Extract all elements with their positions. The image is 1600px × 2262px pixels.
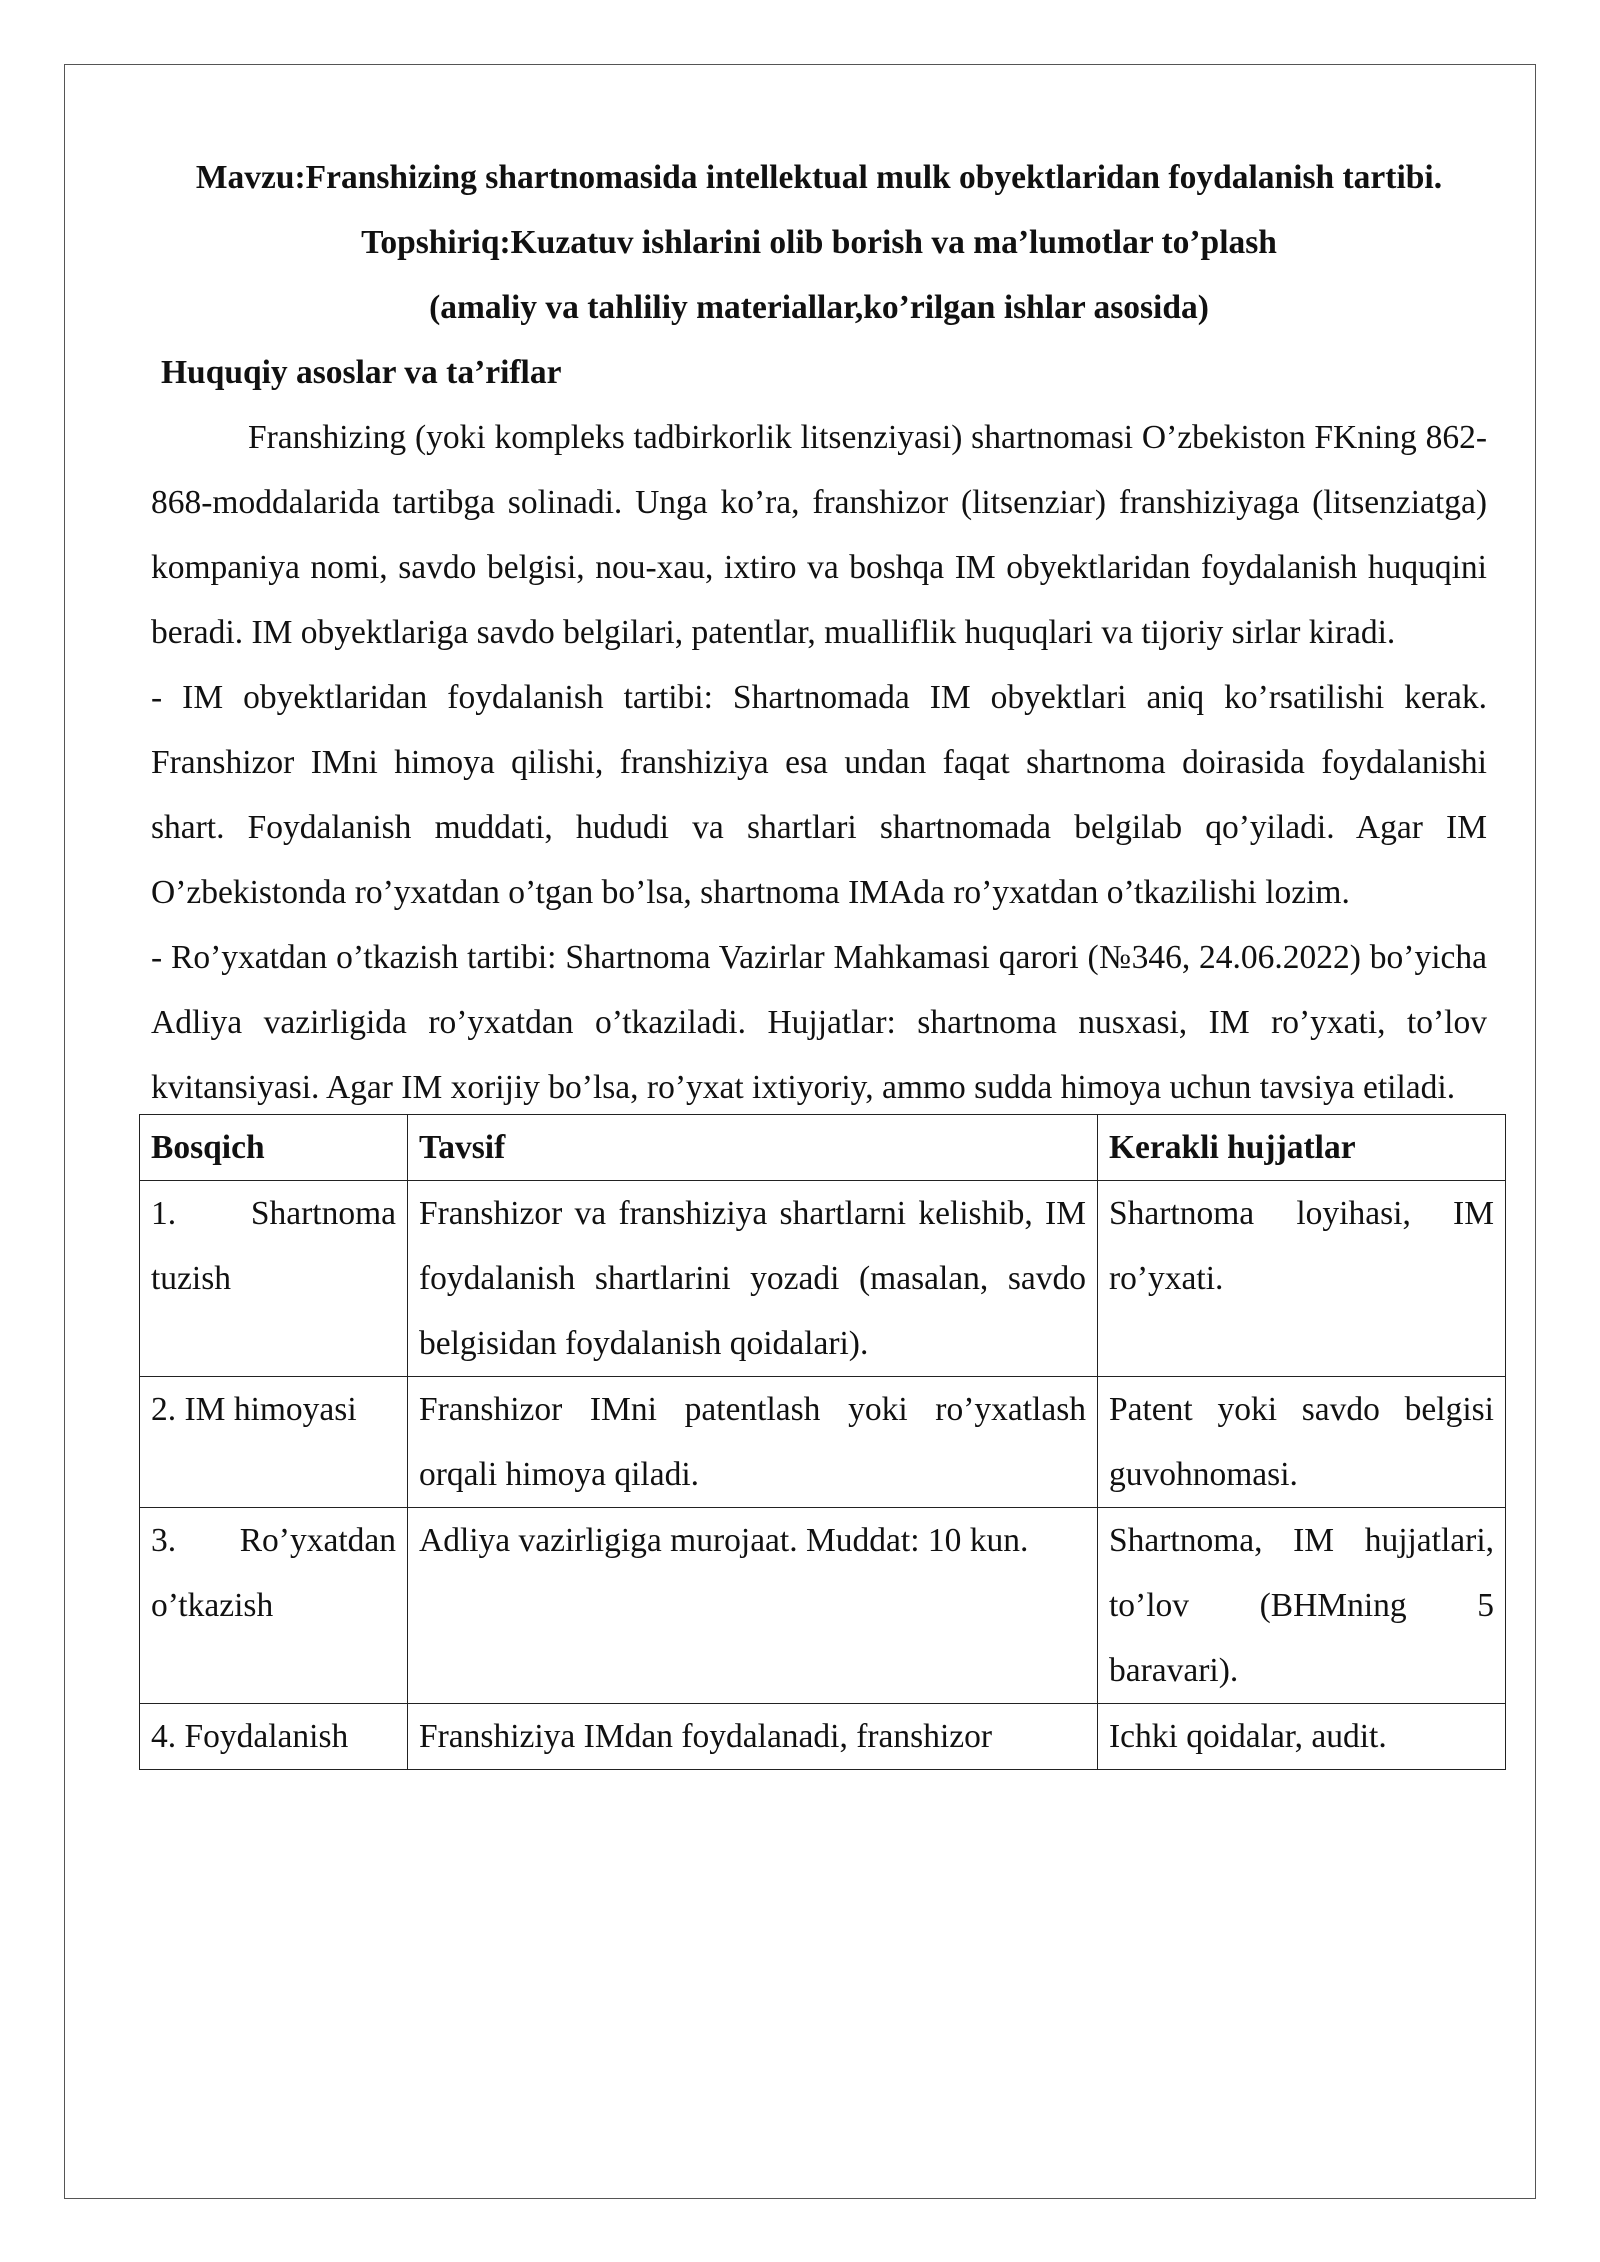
cell-documents: Patent yoki savdo belgisi guvohnomasi. (1098, 1377, 1506, 1508)
cell-documents: Shartnoma loyihasi, IM ro’yxati. (1098, 1181, 1506, 1377)
cell-description: Franshizor IMni patentlash yoki ro’yxatlash orqali himoya qiladi. (408, 1377, 1098, 1508)
table-row (140, 1377, 1506, 1508)
cell-stage: 2. IM himoyasi (140, 1377, 408, 1508)
header-documents: Kerakli hujjatlar (1098, 1115, 1506, 1181)
header-stage: Bosqich (140, 1115, 408, 1181)
table-row (140, 1181, 1506, 1377)
cell-stage: 4. Foydalanish (140, 1704, 408, 1770)
cell-documents: Shartnoma, IM hujjatlari, to’lov (BHMning 5 baravari). (1098, 1508, 1506, 1704)
cell-description: Franshizor va franshiziya shartlarni kelishib, IM foydalanish shartlarini yozadi (masalan, savdo belgisidan foydalanish qoidalari). (408, 1181, 1098, 1377)
document-body (151, 145, 1494, 1770)
cell-stage: 3. Ro’yxatdan o’tkazish (140, 1508, 408, 1704)
paragraph-registration-procedure: - Ro’yxatdan o’tkazish tartibi: Shartnoma Vazirlar Mahkamasi qarori (№346, 24.06.2022) bo’yicha Adliya vazirligida ro’yxatdan o’tkaziladi. Hujjatlar: shartnoma nusxasi, IM ro’yxati, to’lov kvitansiyasi. Agar IM xorijiy bo’lsa, ro’yxat ixtiyoriy, ammo sudda himoya uchun tavsiya etiladi. (151, 939, 1487, 1106)
paragraph-usage-procedure: - IM obyektlaridan foydalanish tartibi: Shartnomada IM obyektlari aniq ko’rsatilishi kerak. Franshizor IMni himoya qilishi, franshiziya esa undan faqat shartnoma doirasida foydalanishi shart. Foydalanish muddati, hududi va shartlari shartnomada belgilab qo’yiladi. Agar IM O’zbekistonda ro’yxatdan o’tgan bo’lsa, shartnoma IMAda ro’yxatdan o’tkazilishi lozim. (151, 679, 1487, 911)
cell-stage: 1. Shartnoma tuzish (140, 1181, 408, 1377)
document-title: Mavzu:Franshizing shartnomasida intellektual mulk obyektlaridan foydalanish tartibi. (195, 159, 1443, 196)
table-row (140, 1508, 1506, 1704)
table-header-row (140, 1115, 1506, 1181)
cell-description: Franshiziya IMdan foydalanadi, franshizor (408, 1704, 1098, 1770)
cell-documents: Ichki qoidalar, audit. (1098, 1704, 1506, 1770)
task-title: Topshiriq:Kuzatuv ishlarini olib borish va ma’lumotlar to’plash (361, 224, 1277, 261)
procedure-table (139, 1114, 1506, 1770)
task-subtitle: (amaliy va tahliliy materiallar,ko’rilgan ishlar asosida) (429, 289, 1209, 326)
section-heading: Huquqiy asoslar va ta’riflar (161, 354, 562, 391)
cell-description: Adliya vazirligiga murojaat. Muddat: 10 kun. (408, 1508, 1098, 1704)
table-row (140, 1704, 1506, 1770)
paragraph-legal-basis: Franshizing (yoki kompleks tadbirkorlik litsenziyasi) shartnomasi O’zbekiston FKning 862-868-moddalarida tartibga solinadi. Unga ko’ra, franshizor (litsenziar) franshiziyaga (litsenziatga) kompaniya nomi, savdo belgisi, nou-xau, ixtiro va boshqa IM obyektlaridan foydalanish huquqini beradi. IM obyektlariga savdo belgilari, patentlar, mualliflik huquqlari va tijoriy sirlar kiradi. (151, 419, 1487, 651)
header-description: Tavsif (408, 1115, 1098, 1181)
